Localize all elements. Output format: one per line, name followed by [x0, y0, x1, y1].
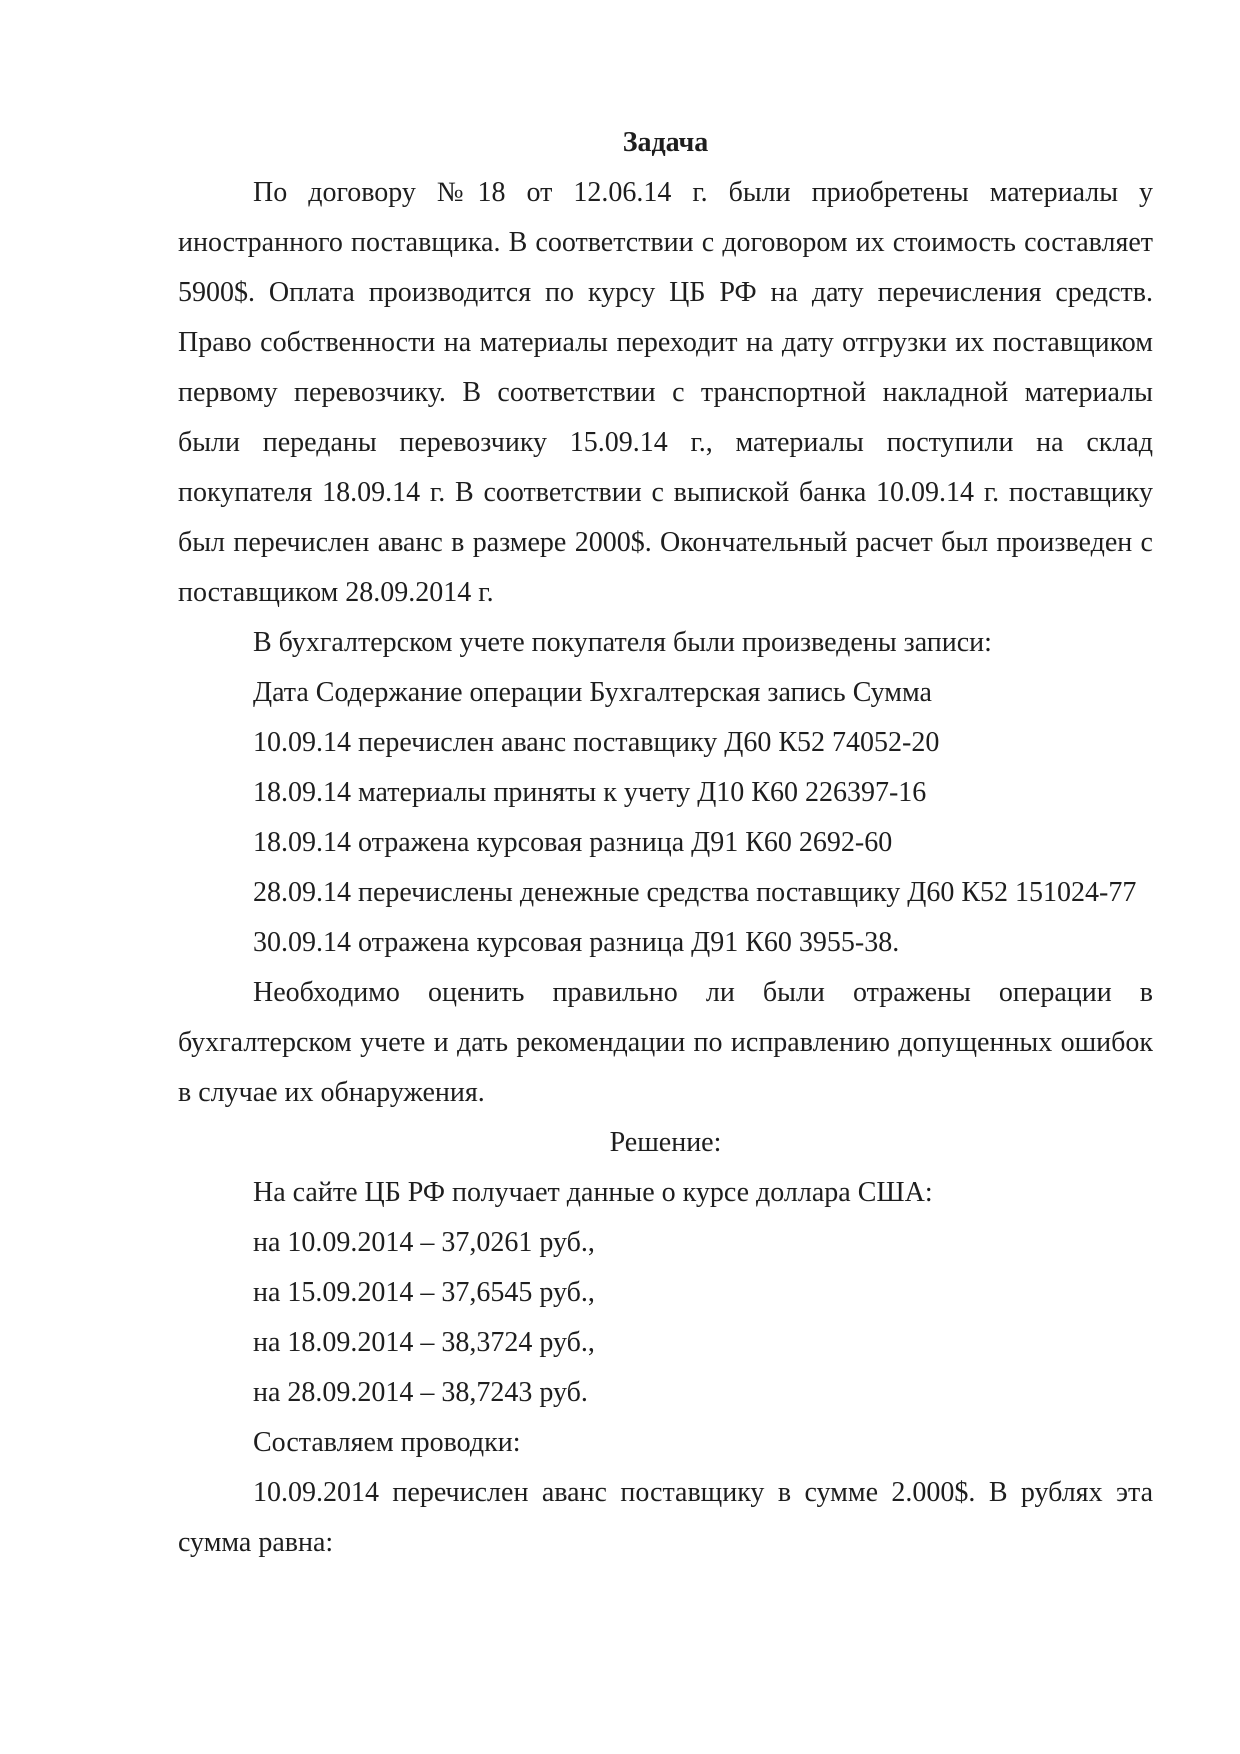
record-line: 28.09.14 перечислены денежные средства поставщику Д60 К52 151024-77: [253, 877, 1137, 908]
record-line: 10.09.14 перечислен аванс поставщику Д60 К52 74052-20: [253, 727, 940, 758]
record-line: 18.09.14 отражена курсовая разница Д91 К60 2692-60: [253, 827, 893, 858]
record-line: 30.09.14 отражена курсовая разница Д91 К60 3955-38.: [253, 927, 900, 958]
task-title: Задача: [622, 127, 709, 158]
advance-paragraph: 10.09.2014 перечислен аванс поставщику в сумме 2.000$. В рублях эта сумма равна:: [178, 1477, 1153, 1558]
task-intro-paragraph: По договору №18 от 12.06.14 г. были приобретены материалы у иностранного поставщика. В соответствии с договором их стоимость составляет 5900$. Оплата производится по курсу ЦБ РФ на дату перечисления средств. Право собственности на материалы переходит на дату отгрузки их поставщиком первому перевозчику. В соответствии с транспортной накладной материалы были переданы перевозчику 15.09.14 г., материалы поступили на склад покупателя 18.09.14 г. В соответствии с выпиской банка 10.09.14 г. поставщику был перечислен аванс в размере 2000$. Окончательный расчет был произведен с поставщиком 28.09.2014 г.: [178, 177, 1153, 608]
rate-line: на 28.09.2014 – 38,7243 руб.: [253, 1377, 588, 1408]
records-table-header: Дата Содержание операции Бухгалтерская запись Сумма: [253, 677, 932, 708]
task-question-paragraph: Необходимо оценить правильно ли были отражены операции в бухгалтерском учете и дать рекомендации по исправлению допущенных ошибок в случае их обнаружения.: [178, 977, 1153, 1108]
entries-intro: Составляем проводки:: [253, 1427, 521, 1458]
rate-line: на 15.09.2014 – 37,6545 руб.,: [253, 1277, 595, 1308]
text-column: [178, 118, 1153, 1568]
rate-line: на 18.09.2014 – 38,3724 руб.,: [253, 1327, 595, 1358]
solution-heading: Решение:: [609, 1127, 722, 1158]
rates-intro: На сайте ЦБ РФ получает данные о курсе доллара США:: [253, 1177, 933, 1208]
records-intro: В бухгалтерском учете покупателя были произведены записи:: [253, 627, 992, 658]
rate-line: на 10.09.2014 – 37,0261 руб.,: [253, 1227, 595, 1258]
record-line: 18.09.14 материалы приняты к учету Д10 К60 226397-16: [253, 777, 927, 808]
